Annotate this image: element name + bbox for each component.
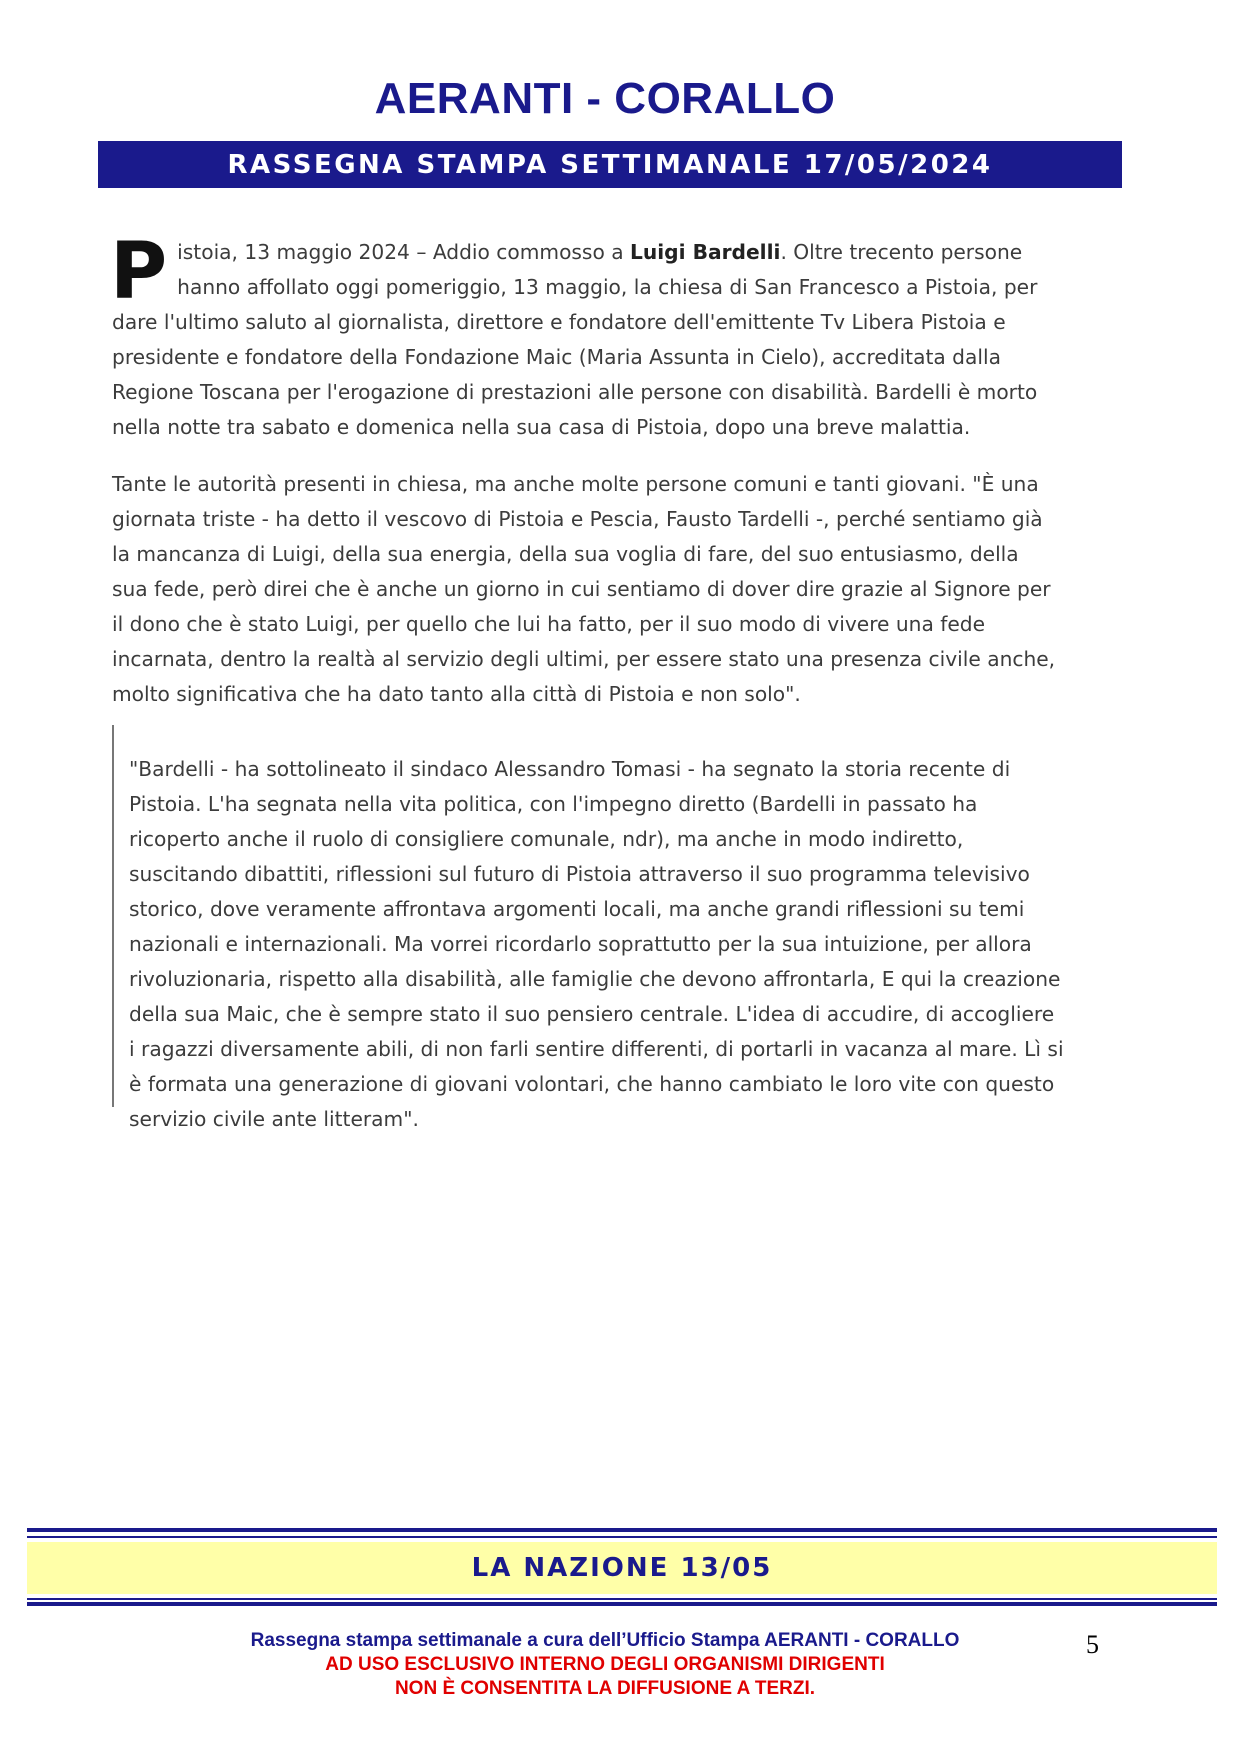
p1-lead: istoia, 13 maggio 2024 – Addio commosso a [177, 240, 631, 264]
source-band [27, 1542, 1217, 1594]
footer-credit: Rassegna stampa settimanale a cura dell’Ufficio Stampa AERANTI - CORALLO [250, 1630, 960, 1651]
article-paragraph-1 [110, 227, 1056, 445]
header-banner [98, 141, 1122, 188]
page-title: AERANTI - CORALLO [374, 74, 836, 123]
blockquote-bar [112, 725, 114, 1107]
page-number: 5 [1086, 1630, 1099, 1659]
rule-top-thick [27, 1528, 1217, 1532]
drop-cap: P [110, 227, 168, 317]
rule-bottom-thick [27, 1602, 1217, 1606]
footer-warning-2: NON È CONSENTITA LA DIFFUSIONE A TERZI. [394, 1678, 816, 1699]
article-clipping [98, 215, 1070, 1131]
person-name: Luigi Bardelli [630, 240, 781, 264]
article-paragraph-2: Tante le autorità presenti in chiesa, ma anche molte persone comuni e tanti giovani. "È una giornata triste - ha detto il vescovo di Pistoia e Pescia, Fausto Tardelli -, perché sentiamo già la mancanza di Luigi, della sua energia, della sua voglia di fare, del suo entusiasmo, della sua fede, però direi che è anche un giorno in cui sentiamo di dover dire grazie al Signore per il dono che è stato Luigi, per quello che lui ha fatto, per il suo modo di vivere una fede incarnata, dentro la realtà al servizio degli ultimi, per essere stato una presenza civile anche, molto significativa che ha dato tanto alla città di Pistoia e non solo". [112, 472, 1056, 706]
source-label: LA NAZIONE 13/05 [471, 1553, 773, 1583]
source-band-block [27, 1528, 1217, 1604]
footer-warning-1: AD USO ESCLUSIVO INTERNO DEGLI ORGANISMI DIRIGENTI [325, 1654, 885, 1675]
rule-top-thin [27, 1536, 1217, 1538]
p1-rest: . Oltre trecento persone hanno affollato oggi pomeriggio, 13 maggio, la chiesa di San Francesco a Pistoia, per dare l'ultimo saluto al giornalista, direttore e fondatore dell'emittente Tv Libera Pistoia e presidente e fondatore della Fondazione Maic (Maria Assunta in Cielo), accreditata dalla Regione Toscana per l'erogazione di prestazioni alle persone con disabilità. Bardelli è morto nella notte tra sabato e domenica nella sua casa di Pistoia, dopo una breve malattia. [112, 240, 1038, 439]
article-quote-paragraph: "Bardelli - ha sottolineato il sindaco Alessandro Tomasi - ha segnato la storia recente di Pistoia. L'ha segnata nella vita politica, con l'impegno diretto (Bardelli in passato ha ricoperto anche il ruolo di consigliere comunale, ndr), ma anche in modo indiretto, suscitando dibattiti, riflessioni sul futuro di Pistoia attraverso il suo programma televisivo storico, dove veramente affrontava argomenti locali, ma anche grandi riflessioni su temi nazionali e internazionali. Ma vorrei ricordarlo soprattutto per la sua intuizione, per allora rivoluzionaria, rispetto alla disabilità, alle famiglie che devono affrontarla, E qui la creazione della sua Maic, che è sempre stato il suo pensiero centrale. L'idea di accudire, di accogliere i ragazzi diversamente abili, di non farli sentire differenti, di portarli in vacanza al mare. Lì si è formata una generazione di giovani volontari, che hanno cambiato le loro vite con questo servizio civile ante litteram". [129, 757, 1064, 1131]
banner-text: RASSEGNA STAMPA SETTIMANALE 17/05/2024 [227, 149, 993, 180]
rule-bottom-thin [27, 1598, 1217, 1600]
